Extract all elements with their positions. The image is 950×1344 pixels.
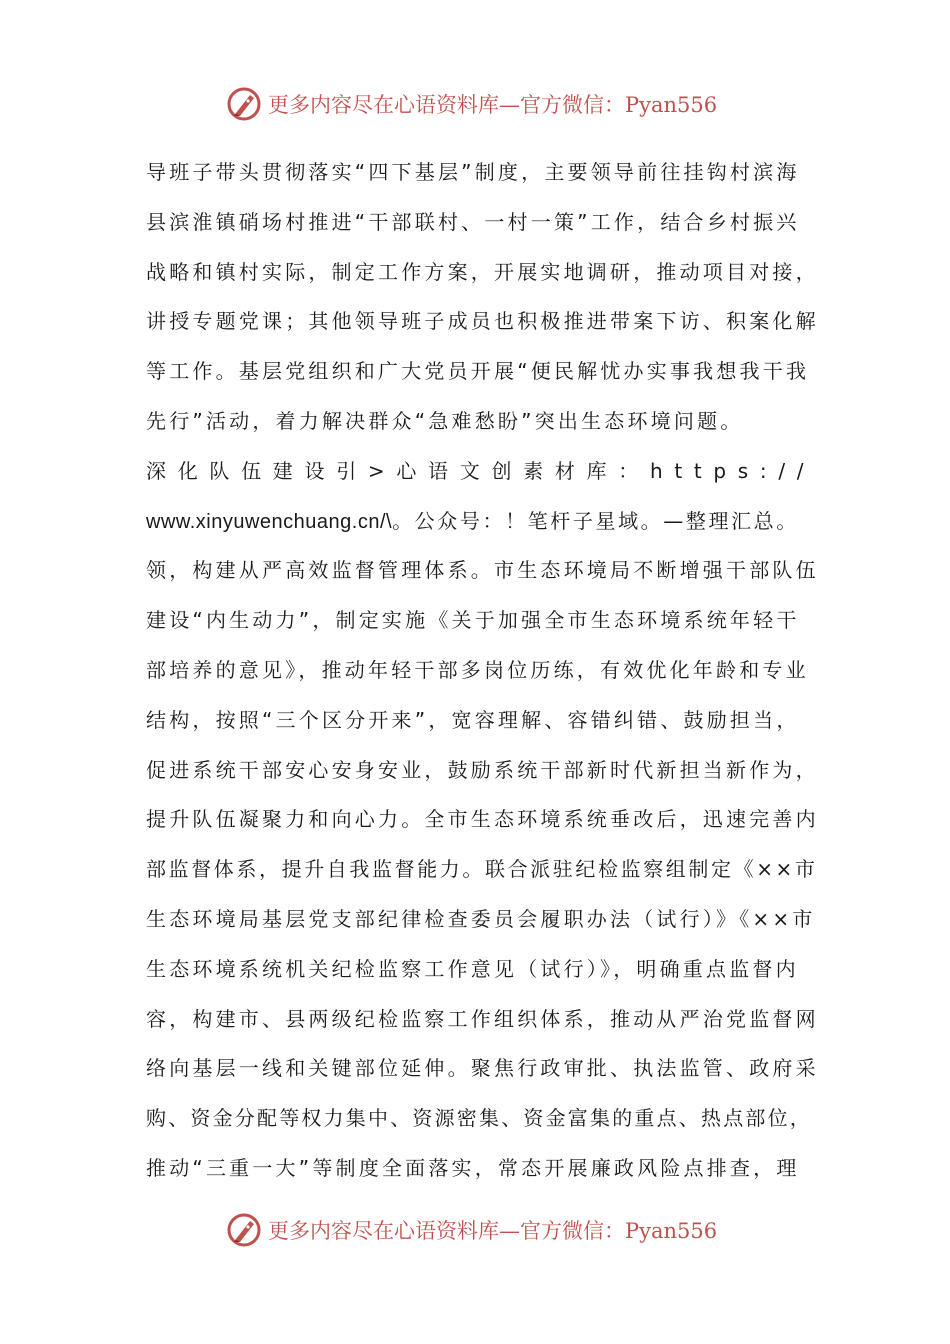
body-line-spaced: 深化队伍建设引>心语文创素材库：https://	[146, 458, 816, 483]
footer-banner-contact: 官方微信：Pyan556	[520, 1219, 718, 1243]
pen-logo-icon	[226, 1212, 262, 1248]
pen-logo-icon	[226, 86, 262, 122]
body-line: 提升队伍凝聚力和向心力。全市生态环境系统垂改后，迅速完善内	[146, 807, 819, 832]
body-line: 战略和镇村实际，制定工作方案，开展实地调研，推动项目对接，	[146, 259, 819, 284]
body-line: 结构，按照“三个区分开来”，宽容理解、容错纠错、鼓励担当，	[146, 707, 800, 732]
header-banner-contact: 官方微信：Pyan556	[520, 93, 718, 117]
body-line: 络向基层一线和关键部位延伸。聚焦行政审批、执法监管、政府采	[146, 1056, 819, 1081]
body-line: 部培养的意见》，推动年轻干部多岗位历练，有效优化年龄和专业	[146, 657, 809, 682]
header-banner-text	[268, 89, 717, 119]
body-line: 先行”活动，着力解决群众“急难愁盼”突出生态环境问题。	[146, 408, 744, 433]
body-line: 建设“内生动力”，制定实施《关于加强全市生态环境系统年轻干	[146, 608, 800, 633]
body-line: 县滨淮镇硝场村推进“干部联村、一村一策”工作，结合乡村振兴	[146, 209, 800, 234]
header-banner-dash: —	[499, 93, 520, 117]
body-line: 讲授专题党课；其他领导班子成员也积极推进带案下访、积案化解	[146, 309, 819, 334]
source-note: 。公众号：！笔杆子星域。—整理汇总。	[392, 508, 799, 533]
body-line: 推动“三重一大”等制度全面落实，常态开展廉政风险点排查，理	[146, 1155, 800, 1180]
header-banner-content	[226, 84, 717, 124]
body-line: 等工作。基层党组织和广大党员开展“便民解忧办实事我想我干我	[146, 359, 810, 384]
body-line: 促进系统干部安心安身安业，鼓励系统干部新时代新担当新作为，	[146, 757, 819, 782]
body-line: 领，构建从严高效监督管理体系。市生态环境局不断增强干部队伍	[146, 558, 819, 583]
body-line: 生态环境系统机关纪检监察工作意见（试行）》，明确重点监督内	[146, 956, 799, 981]
document-body	[146, 148, 819, 1194]
header-banner	[0, 84, 950, 124]
body-line: 部监督体系，提升自我监督能力。联合派驻纪检监察组制定《××市	[146, 857, 818, 882]
body-line: 购、资金分配等权力集中、资源密集、资金富集的重点、热点部位，	[146, 1106, 812, 1131]
source-url: www.xinyuwenchuang.cn/\	[146, 510, 393, 533]
body-line: 生态环境局基层党支部纪律检查委员会履职办法（试行）》《××市	[146, 906, 816, 931]
footer-banner-text	[268, 1215, 717, 1245]
body-line: 导班子带头贯彻落实“四下基层”制度，主要领导前往挂钩村滨海	[146, 160, 800, 184]
header-banner-title: 更多内容尽在心语资料库	[268, 93, 499, 117]
footer-banner-title: 更多内容尽在心语资料库	[268, 1219, 499, 1243]
footer-banner-content	[226, 1210, 717, 1250]
footer-banner-dash: —	[499, 1219, 520, 1243]
body-line: 容，构建市、县两级纪检监察工作组织体系，推动从严治党监督网	[146, 1006, 819, 1031]
footer-banner	[0, 1210, 950, 1250]
body-line-url	[146, 497, 806, 547]
